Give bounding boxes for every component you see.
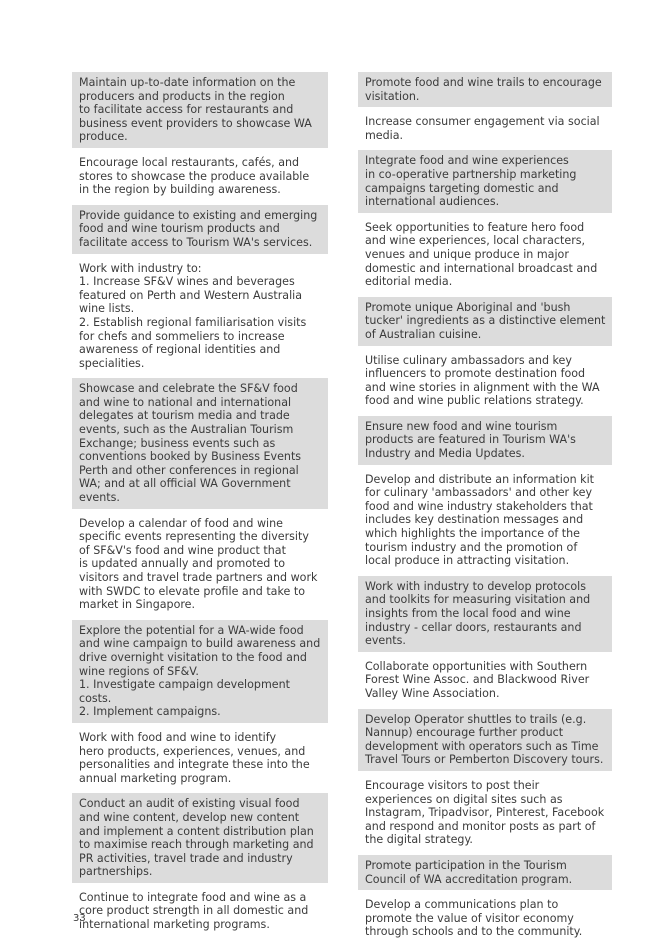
- page-number: 33: [73, 913, 86, 924]
- action-item: Encourage local restaurants, cafés, and stores to showcase the produce available in the region by building awareness.: [79, 155, 310, 197]
- action-item: Collaborate opportunities with Southern Forest Wine Assoc. and Blackwood River Valley Wine Association.: [365, 659, 590, 700]
- action-item: Integrate food and wine experiences in co-operative partnership marketing campaigns targeting domestic and international audiences.: [358, 150, 612, 212]
- action-item: Explore the potential for a WA-wide food and wine campaign to build awareness and drive overnight visitation to the food and wine regions of SF&V. 1. Investigate campaign development costs. 2. Implement campaigns.: [72, 620, 328, 723]
- action-item: Develop a communications plan to promote the value of visitor economy through schools and to the community.: [365, 898, 583, 939]
- action-item: Seek opportunities to feature hero food and wine experiences, local characters, venues and unique produce in major domestic and international broadcast and editorial media.: [365, 220, 598, 289]
- action-item: Showcase and celebrate the SF&V food and wine to national and international delegates at tourism media and trade events, such as the Australian Tourism Exchange; business events such as conventions booked by Business Events Perth and other conferences in regional WA; and at all official WA Government events.: [72, 378, 328, 508]
- action-item: Develop a calendar of food and wine specific events representing the diversity of SF&V's food and wine product that is updated annually and promoted to visitors and travel trade partners and work with SWDC to elevate profile and take to market in Singapore.: [79, 516, 318, 612]
- action-item: Develop and distribute an information kit for culinary 'ambassadors' and other key food and wine industry stakeholders that includes key destination messages and which highlights the importance of the tourism industry and the promotion of local produce in attracting visitation.: [365, 472, 595, 568]
- action-item: Continue to integrate food and wine as a core product strength in all domestic and international marketing programs.: [79, 890, 309, 932]
- action-item: Work with industry to: 1. Increase SF&V wines and beverages featured on Perth and Western Australia wine lists. 2. Establish regional familiarisation visits for chefs and sommeliers to increase awareness of regional identities and specialities.: [79, 261, 307, 370]
- right-column: [358, 72, 612, 947]
- action-item: Develop Operator shuttles to trails (e.g. Nannup) encourage further product development with operators such as Time Travel Tours or Pemberton Discovery tours.: [358, 709, 612, 771]
- action-item: Promote participation in the Tourism Council of WA accreditation program.: [358, 855, 612, 890]
- action-item: Promote unique Aboriginal and 'bush tucker' ingredients as a distinctive element of Australian cuisine.: [358, 297, 612, 346]
- action-item: Ensure new food and wine tourism products are featured in Tourism WA's Industry and Media Updates.: [358, 416, 612, 465]
- action-item: Work with industry to develop protocols and toolkits for measuring visitation and insights from the local food and wine industry - cellar doors, restaurants and events.: [358, 576, 612, 652]
- action-item: Provide guidance to existing and emerging food and wine tourism products and facilitate access to Tourism WA's services.: [72, 205, 328, 254]
- action-item: Promote food and wine trails to encourage visitation.: [358, 72, 612, 107]
- action-item: Maintain up-to-date information on the producers and products in the region to facilitate access for restaurants and business event providers to showcase WA produce.: [72, 72, 328, 148]
- action-item: Work with food and wine to identify hero products, experiences, venues, and personalities and integrate these into the annual marketing program.: [79, 730, 310, 785]
- action-item: Increase consumer engagement via social media.: [365, 115, 600, 142]
- left-column: [72, 72, 328, 940]
- action-item: Encourage visitors to post their experiences on digital sites such as Instagram, Tripadvisor, Pinterest, Facebook and respond and monitor posts as part of the digital strategy.: [365, 778, 605, 847]
- action-item: Utilise culinary ambassadors and key influencers to promote destination food and wine stories in alignment with the WA food and wine public relations strategy.: [365, 353, 600, 408]
- action-item: Conduct an audit of existing visual food and wine content, develop new content and implement a content distribution plan to maximise reach through marketing and PR activities, travel trade and industry partnerships.: [72, 793, 328, 883]
